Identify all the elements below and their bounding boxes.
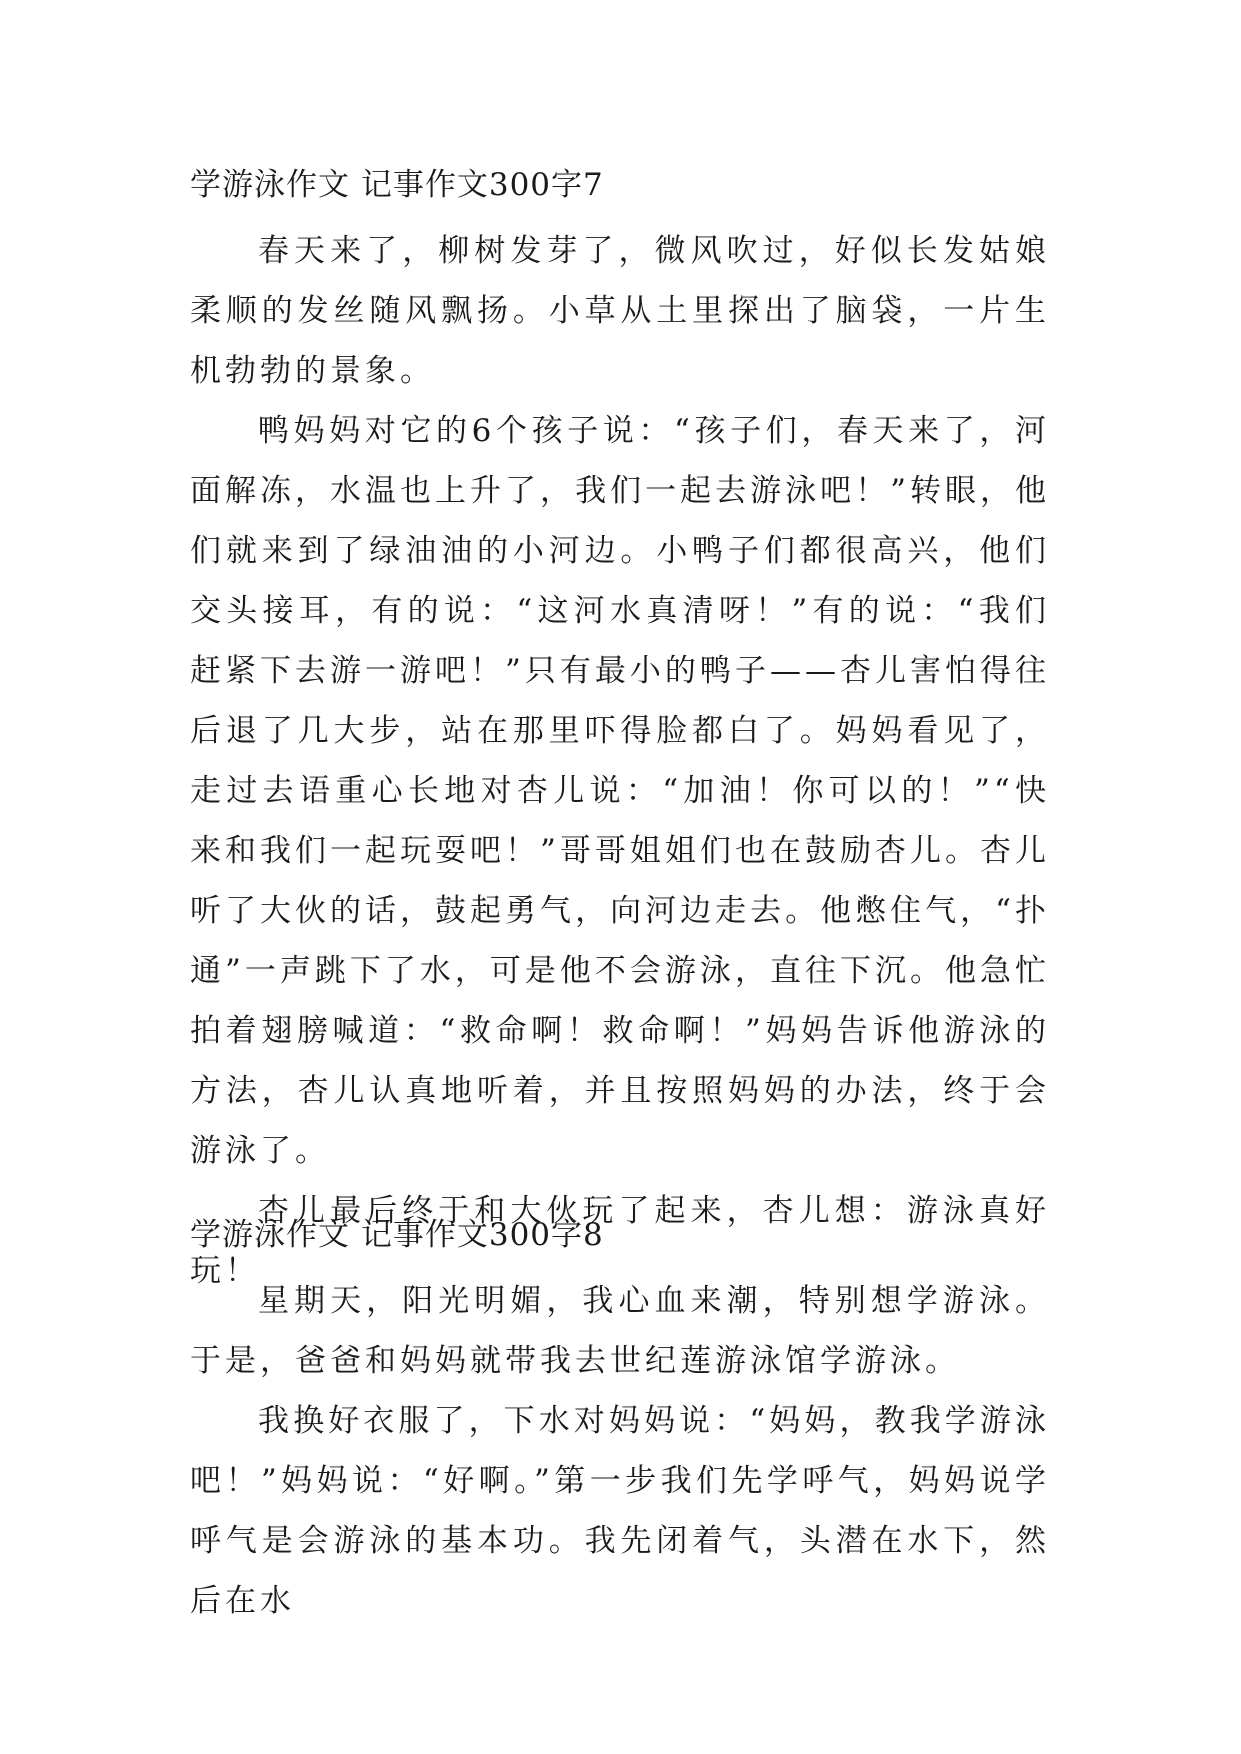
essay-paragraph: 鸭妈妈对它的6个孩子说：“孩子们，春天来了，河面解冻，水温也上升了，我们一起去游泳吧！”转眼，他们就来到了绿油油的小河边。小鸭子们都很高兴，他们交头接耳，有的说：“这河水真清呀！”有的说：“我们赶紧下去游一游吧！”只有最小的鸭子——杏儿害怕得往后退了几大步，站在那里吓得脸都白了。妈妈看见了，走过去语重心长地对杏儿说：“加油！你可以的！”“快来和我们一起玩耍吧！”哥哥姐姐们也在鼓励杏儿。杏儿听了大伙的话，鼓起勇气，向河边走去。他憋住气，“扑通”一声跳下了水，可是他不会游泳，直往下沉。他急忙拍着翅膀喊道：“救命啊！救命啊！”妈妈告诉他游泳的方法，杏儿认真地听着，并且按照妈妈的办法，终于会游泳了。 — [190, 413, 1050, 1169]
essay-paragraph: 星期天，阳光明媚，我心血来潮，特别想学游泳。于是，爸爸和妈妈就带我去世纪莲游泳馆学游泳。 — [190, 1283, 1050, 1379]
essay-title: 学游泳作文 记事作文300字7 — [190, 167, 604, 203]
essay-title: 学游泳作文 记事作文300字8 — [190, 1217, 604, 1253]
essay-section — [190, 1213, 1050, 1631]
essay-paragraph: 杏儿最后终于和大伙玩了起来，杏儿想：游泳真好玩！ — [190, 1193, 1050, 1289]
essay-section — [190, 163, 1050, 1301]
essay-paragraph: 我换好衣服了，下水对妈妈说：“妈妈，教我学游泳吧！”妈妈说：“好啊。”第一步我们先学呼气，妈妈说学呼气是会游泳的基本功。我先闭着气，头潜在水下，然后在水 — [190, 1403, 1050, 1619]
essay-paragraph: 春天来了，柳树发芽了，微风吹过，好似长发姑娘柔顺的发丝随风飘扬。小草从土里探出了脑袋，一片生机勃勃的景象。 — [190, 233, 1050, 389]
